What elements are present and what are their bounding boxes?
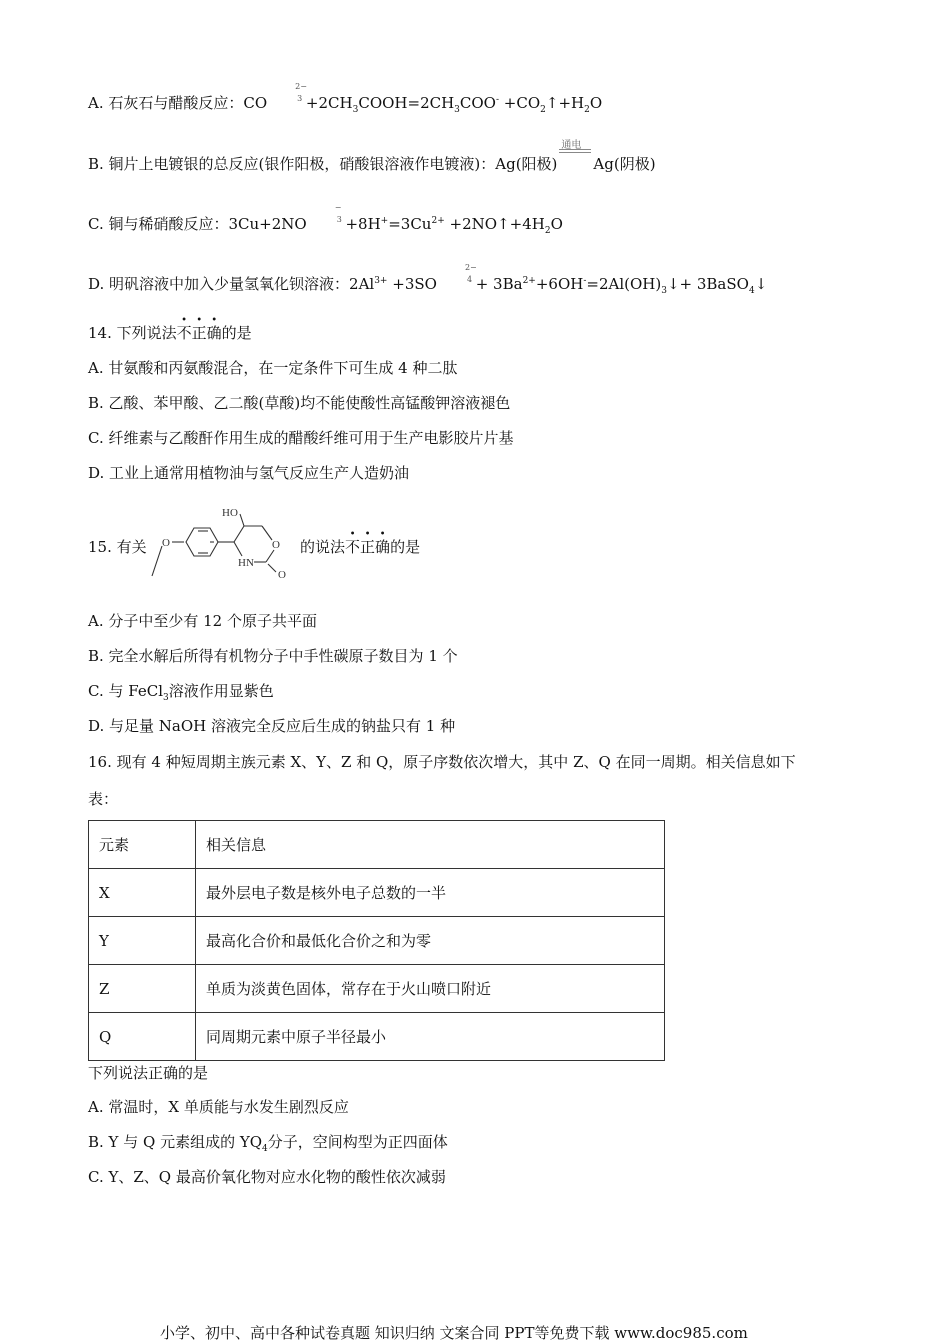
atom-label: O [272, 539, 280, 551]
q16-stem: 16. 现有 4 种短周期主族元素 X、Y、Z 和 Q，原子序数依次增大，其中 Z、Q 在同一周期。相关信息如下 [88, 753, 796, 771]
table-cell: 最外层电子数是核外电子总数的一半 [196, 869, 665, 917]
q14-option-b: B. 乙酸、苯甲酸、乙二酸(草酸)均不能使酸性高锰酸钾溶液褪色 [88, 394, 511, 412]
q15-option-b: B. 完全水解后所得有机物分子中手性碳原子数目为 1 个 [88, 647, 458, 665]
emphasis-char: 确 [375, 538, 391, 556]
atom-label: O [278, 569, 286, 581]
q15-stem-suffix: 的说法不正确的是 [300, 538, 421, 556]
element-info-table [88, 820, 665, 1061]
q15-stem-prefix: 15. 有关 [88, 538, 147, 556]
emphasis-char: 不 [176, 324, 192, 342]
emphasis-char: 不 [345, 538, 361, 556]
emphasis-char: 确 [206, 324, 222, 342]
table-row [89, 1013, 665, 1061]
q13-option-b: B. 铜片上电镀银的总反应(银作阳极，硝酸银溶液作电镀液)：Ag(阳极) 通电 Ag(阴极) [88, 140, 656, 173]
q14-option-a: A. 甘氨酸和丙氨酸混合，在一定条件下可生成 4 种二肽 [88, 359, 458, 377]
atom-label: O [162, 537, 170, 549]
table-header-row [89, 821, 665, 869]
q16-stem-cont: 表： [88, 790, 119, 808]
nitrate-ion: − 3 [334, 203, 342, 224]
q15-option-c: C. 与 FeCl$_3$溶液作用显紫色 [88, 682, 274, 703]
table-cell: X [89, 869, 196, 917]
page-footer: 小学、初中、高中各种试卷真题 知识归纳 文案合同 PPT等免费下载 www.doc985.com [160, 1324, 748, 1342]
atom-label: HO [222, 507, 238, 519]
table-cell: 单质为淡黄色固体，常存在于火山喷口附近 [196, 965, 665, 1013]
table-cell: Y [89, 917, 196, 965]
q13-option-a: A. 石灰石与醋酸反应：CO 2− 3 $+2CH_3COOH=2CH_3COO^-$ $+CO_2↑+H_2O$ [88, 82, 603, 115]
table-header-cell: 元素 [89, 821, 196, 869]
table-cell: Q [89, 1013, 196, 1061]
q14-option-d: D. 工业上通常用植物油与氢气反应生产人造奶油 [88, 464, 410, 482]
table-cell: 同周期元素中原子半径最小 [196, 1013, 665, 1061]
q13-option-c: C. 铜与稀硝酸反应：3Cu+2NO − 3 $+8H^+=3Cu^{2+}$ $+2NO↑+4H_2O$ [88, 203, 563, 236]
q16-option-c: C. Y、Z、Q 最高价氧化物对应水化物的酸性依次减弱 [88, 1168, 446, 1186]
table-row [89, 869, 665, 917]
table-row [89, 965, 665, 1013]
sulfate-ion: 2− 4 [464, 263, 477, 284]
q16-after-table: 下列说法正确的是 [88, 1064, 209, 1082]
q16-option-a: A. 常温时，X 单质能与水发生剧烈反应 [88, 1098, 349, 1116]
table-header-cell: 相关信息 [196, 821, 665, 869]
emphasis-char: 正 [191, 324, 207, 342]
molecule-structure [148, 500, 298, 584]
q15-option-a: A. 分子中至少有 12 个原子共平面 [88, 612, 317, 630]
carbonate-ion: 2− 3 [295, 82, 307, 103]
table-cell: 最高化合价和最低化合价之和为零 [196, 917, 665, 965]
q15-option-d: D. 与足量 NaOH 溶液完全反应后生成的钠盐只有 1 种 [88, 717, 456, 735]
q16-option-b: B. Y 与 Q 元素组成的 $YQ_4$分子，空间构型为正四面体 [88, 1133, 448, 1154]
table-cell: Z [89, 965, 196, 1013]
electrolysis-arrow: 通电 [559, 153, 591, 175]
q14-option-c: C. 纤维素与乙酸酐作用生成的醋酸纤维可用于生产电影胶片片基 [88, 429, 514, 447]
table-row [89, 917, 665, 965]
q14-stem: 14. 下列说法不正确的是 [88, 324, 252, 342]
atom-label: HN [238, 557, 254, 569]
q13-option-d: D. 明矾溶液中加入少量氢氧化钡溶液：$2Al^{3+} +3SO$ 2− 4 + $3Ba^{2+}+6OH^-=2Al(OH)_3↓+$ 3BaSO$_4$↓ [88, 263, 768, 296]
q13-a-prefix: A. 石灰石与醋酸反应：CO [88, 94, 268, 112]
emphasis-char: 正 [360, 538, 376, 556]
